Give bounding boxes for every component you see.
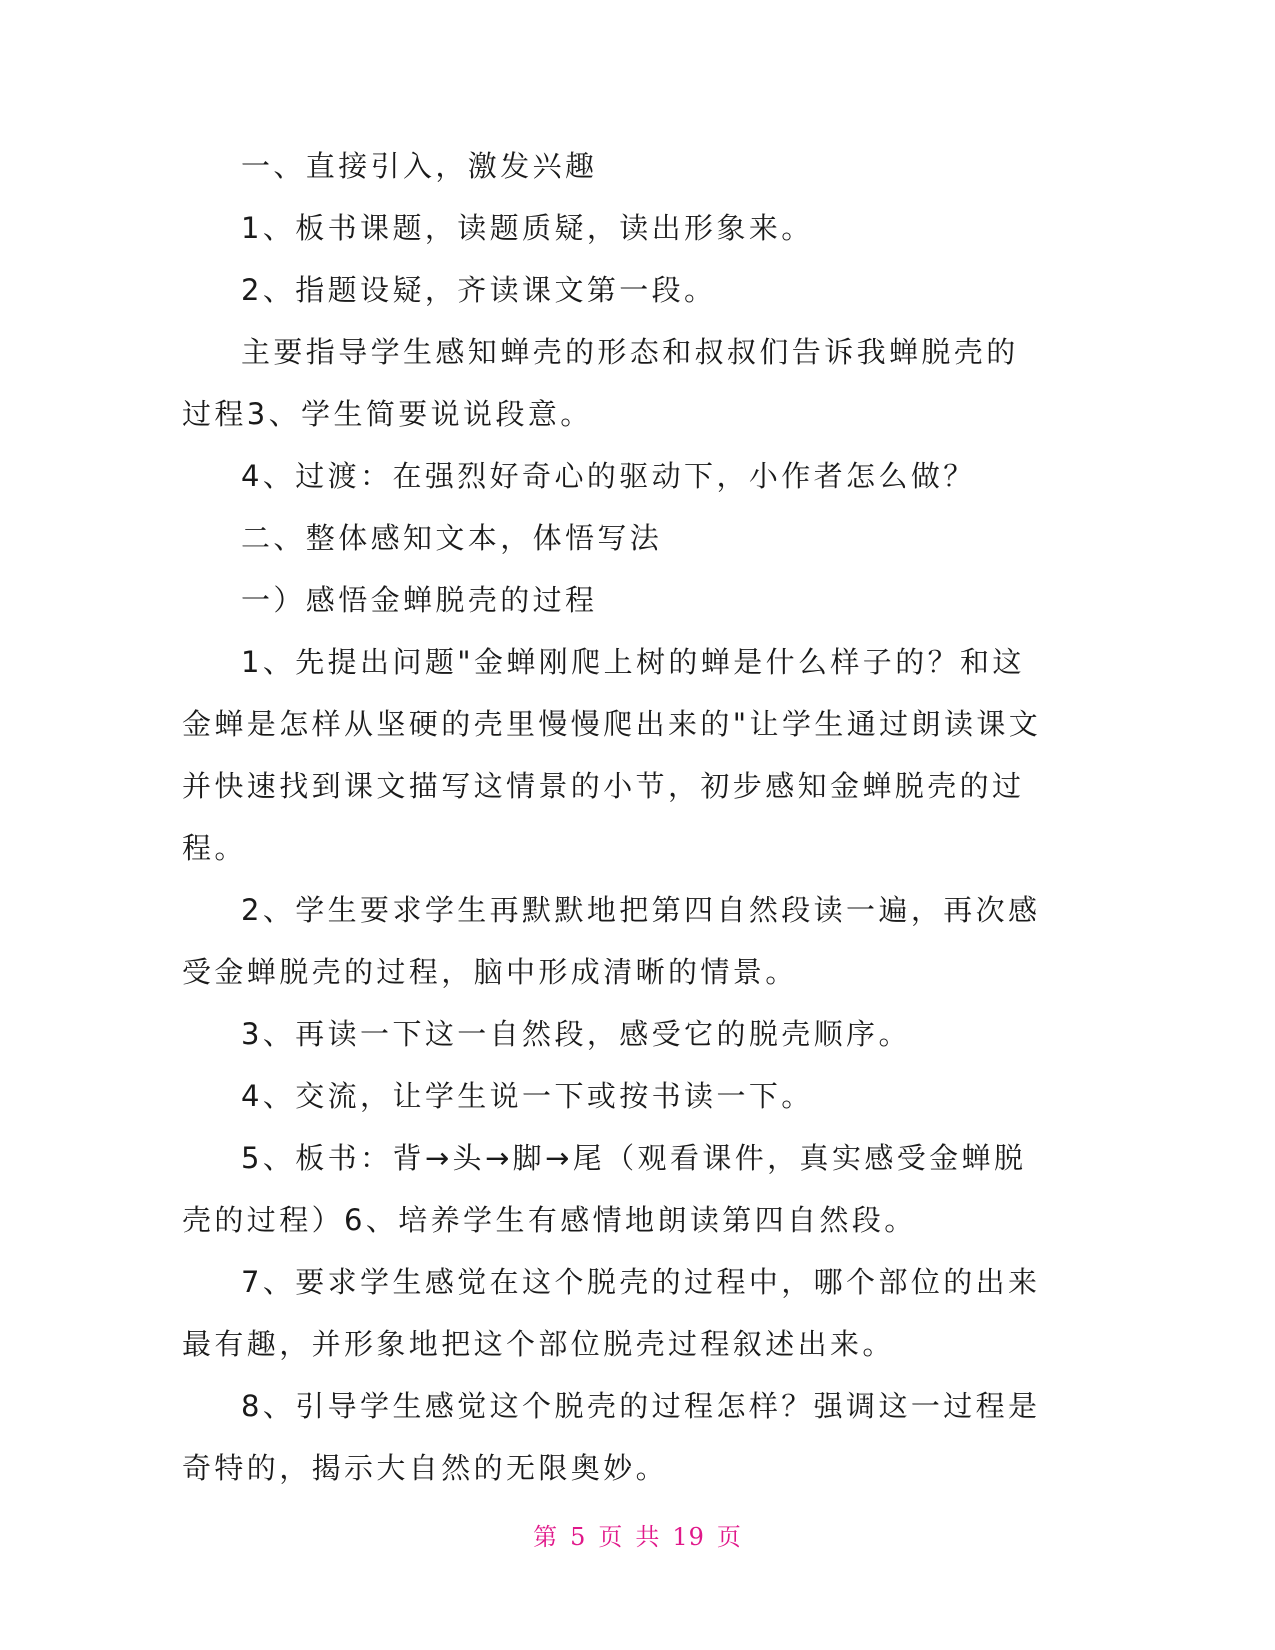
paragraph: 主要指导学生感知蝉壳的形态和叔叔们告诉我蝉脱壳的过程3、学生简要说说段意。: [182, 335, 1019, 431]
paragraph: 1、先提出问题"金蝉刚爬上树的蝉是什么样子的？和这金蝉是怎样从坚硬的壳里慢慢爬出来的"让学生通过朗读课文并快速找到课文描写这情景的小节，初步感知金蝉脱壳的过程。: [182, 645, 1042, 865]
paragraph: 1、板书课题，读题质疑，读出形象来。: [241, 211, 814, 245]
page-footer: [0, 1517, 1275, 1552]
footer-total-prefix: 共: [635, 1523, 661, 1551]
subsection-heading: 一）感悟金蝉脱壳的过程: [241, 583, 598, 617]
footer-prefix: 第: [533, 1523, 559, 1551]
paragraph: 2、指题设疑，齐读课文第一段。: [241, 273, 717, 307]
paragraph: 5、板书：背→头→脚→尾（观看课件，真实感受金蝉脱壳的过程）6、培养学生有感情地朗读第四自然段。: [182, 1141, 1027, 1237]
paragraph: 3、再读一下这一自然段，感受它的脱壳顺序。: [241, 1017, 911, 1051]
document-body: [182, 135, 1042, 1499]
paragraph: 4、过渡：在强烈好奇心的驱动下，小作者怎么做？: [241, 459, 976, 493]
section-heading-2: 二、整体感知文本，体悟写法: [241, 521, 663, 555]
total-pages-number: 19: [672, 1523, 705, 1551]
current-page-number: 5: [570, 1523, 587, 1551]
paragraph: 7、要求学生感觉在这个脱壳的过程中，哪个部位的出来最有趣，并形象地把这个部位脱壳过程叙述出来。: [182, 1265, 1041, 1361]
paragraph: 8、引导学生感觉这个脱壳的过程怎样？强调这一过程是奇特的，揭示大自然的无限奥妙。: [182, 1389, 1041, 1485]
footer-total-unit: 页: [716, 1523, 742, 1551]
footer-page-unit: 页: [598, 1523, 624, 1551]
paragraph: 2、学生要求学生再默默地把第四自然段读一遍，再次感受金蝉脱壳的过程，脑中形成清晰的情景。: [182, 893, 1041, 989]
paragraph: 4、交流，让学生说一下或按书读一下。: [241, 1079, 814, 1113]
section-heading-1: 一、直接引入，激发兴趣: [241, 149, 598, 183]
